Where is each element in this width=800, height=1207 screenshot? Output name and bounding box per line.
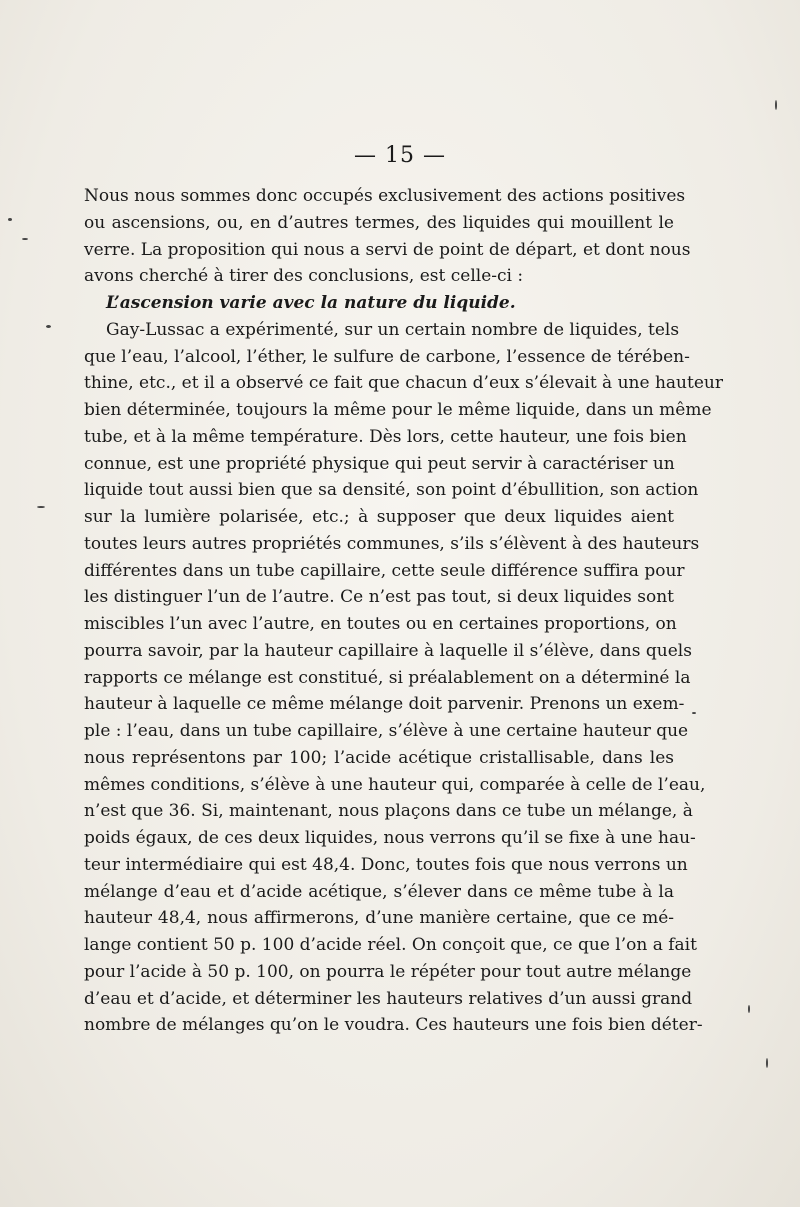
text-line: ou ascensions, ou, en d’autres termes, des liquides qui mouillent le: [84, 212, 674, 233]
text-line: que l’eau, l’alcool, l’éther, le sulfure de carbone, l’essence de térében-: [84, 346, 690, 367]
scan-speck: [46, 325, 51, 328]
text-line: mêmes conditions, s’élève à une hauteur qui, comparée à celle de l’eau,: [84, 774, 706, 795]
text-line: miscibles l’un avec l’autre, en toutes ou en certaines proportions, on: [84, 614, 677, 634]
text-line: thine, etc., et il a observé ce fait que chacun d’eux s’élevait à une hauteur: [84, 373, 723, 394]
scan-speck: [766, 1058, 768, 1068]
text-line: ple : l’eau, dans un tube capillaire, s’élève à une certaine hauteur que: [84, 721, 689, 741]
text-line: hauteur à laquelle ce même mélange doit parvenir. Prenons un exem-: [84, 694, 685, 715]
text-line: teur intermédiaire qui est 48,4. Donc, toutes fois que nous verrons un: [84, 854, 688, 875]
text-line: toutes leurs autres propriétés communes, s’ils s’élèvent à des hauteurs: [84, 533, 700, 554]
text-line: connue, est une propriété physique qui peut servir à caractériser un: [84, 453, 675, 474]
text-line: nombre de mélanges qu’on le voudra. Ces hauteurs une fois bien déter-: [84, 1015, 703, 1036]
scan-speck: [692, 712, 696, 714]
text-line: tube, et à la même température. Dès lors, cette hauteur, une fois bien: [84, 426, 687, 447]
text-line: hauteur 48,4, nous affirmerons, d’une manière certaine, que ce mé-: [84, 908, 674, 929]
text-line: nous représentons par 100; l’acide acétique cristallisable, dans les: [84, 747, 674, 768]
scan-speck: [775, 100, 777, 110]
text-line: liquide tout aussi bien que sa densité, son point d’ébullition, son action: [84, 480, 699, 501]
text-line: n’est que 36. Si, maintenant, nous plaçons dans ce tube un mélange, à: [84, 801, 693, 822]
text-line: sur la lumière polarisée, etc.; à supposer que deux liquides aient: [84, 507, 674, 527]
scan-speck: [22, 238, 28, 240]
text-line: rapports ce mélange est constitué, si préalablement on a déterminé la: [84, 667, 691, 688]
text-line: bien déterminée, toujours la même pour le même liquide, dans un même: [84, 400, 712, 420]
scan-speck: [8, 218, 12, 221]
body-text: [84, 183, 723, 1039]
text-line: verre. La proposition qui nous a servi de point de départ, et dont nous: [84, 239, 691, 260]
text-line: différentes dans un tube capillaire, cette seule différence suffira pour: [84, 560, 685, 581]
text-line: Nous nous sommes donc occupés exclusivement des actions positives: [84, 186, 686, 206]
italic-statement: L’ascension varie avec la nature du liquide.: [106, 293, 516, 313]
text-line: poids égaux, de ces deux liquides, nous verrons qu’il se fixe à une hau-: [84, 828, 696, 848]
text-line: lange contient 50 p. 100 d’acide réel. On conçoit que, ce que l’on a fait: [84, 935, 697, 955]
text-line: pour l’acide à 50 p. 100, on pourra le répéter pour tout autre mélange: [84, 961, 692, 982]
scan-speck: [37, 506, 45, 508]
text-line: d’eau et d’acide, et déterminer les hauteurs relatives d’un aussi grand: [84, 988, 693, 1009]
text-line: Gay-Lussac a expérimenté, sur un certain nombre de liquides, tels: [106, 319, 680, 340]
page-number: — 15 —: [354, 143, 446, 168]
scan-speck: [748, 1005, 750, 1013]
text-line: mélange d’eau et d’acide acétique, s’élever dans ce même tube à la: [84, 881, 674, 902]
text-line: les distinguer l’un de l’autre. Ce n’est pas tout, si deux liquides sont: [84, 587, 674, 608]
text-line: pourra savoir, par la hauteur capillaire à laquelle il s’élève, dans quels: [84, 640, 692, 661]
text-line: avons cherché à tirer des conclusions, est celle-ci :: [84, 266, 524, 287]
